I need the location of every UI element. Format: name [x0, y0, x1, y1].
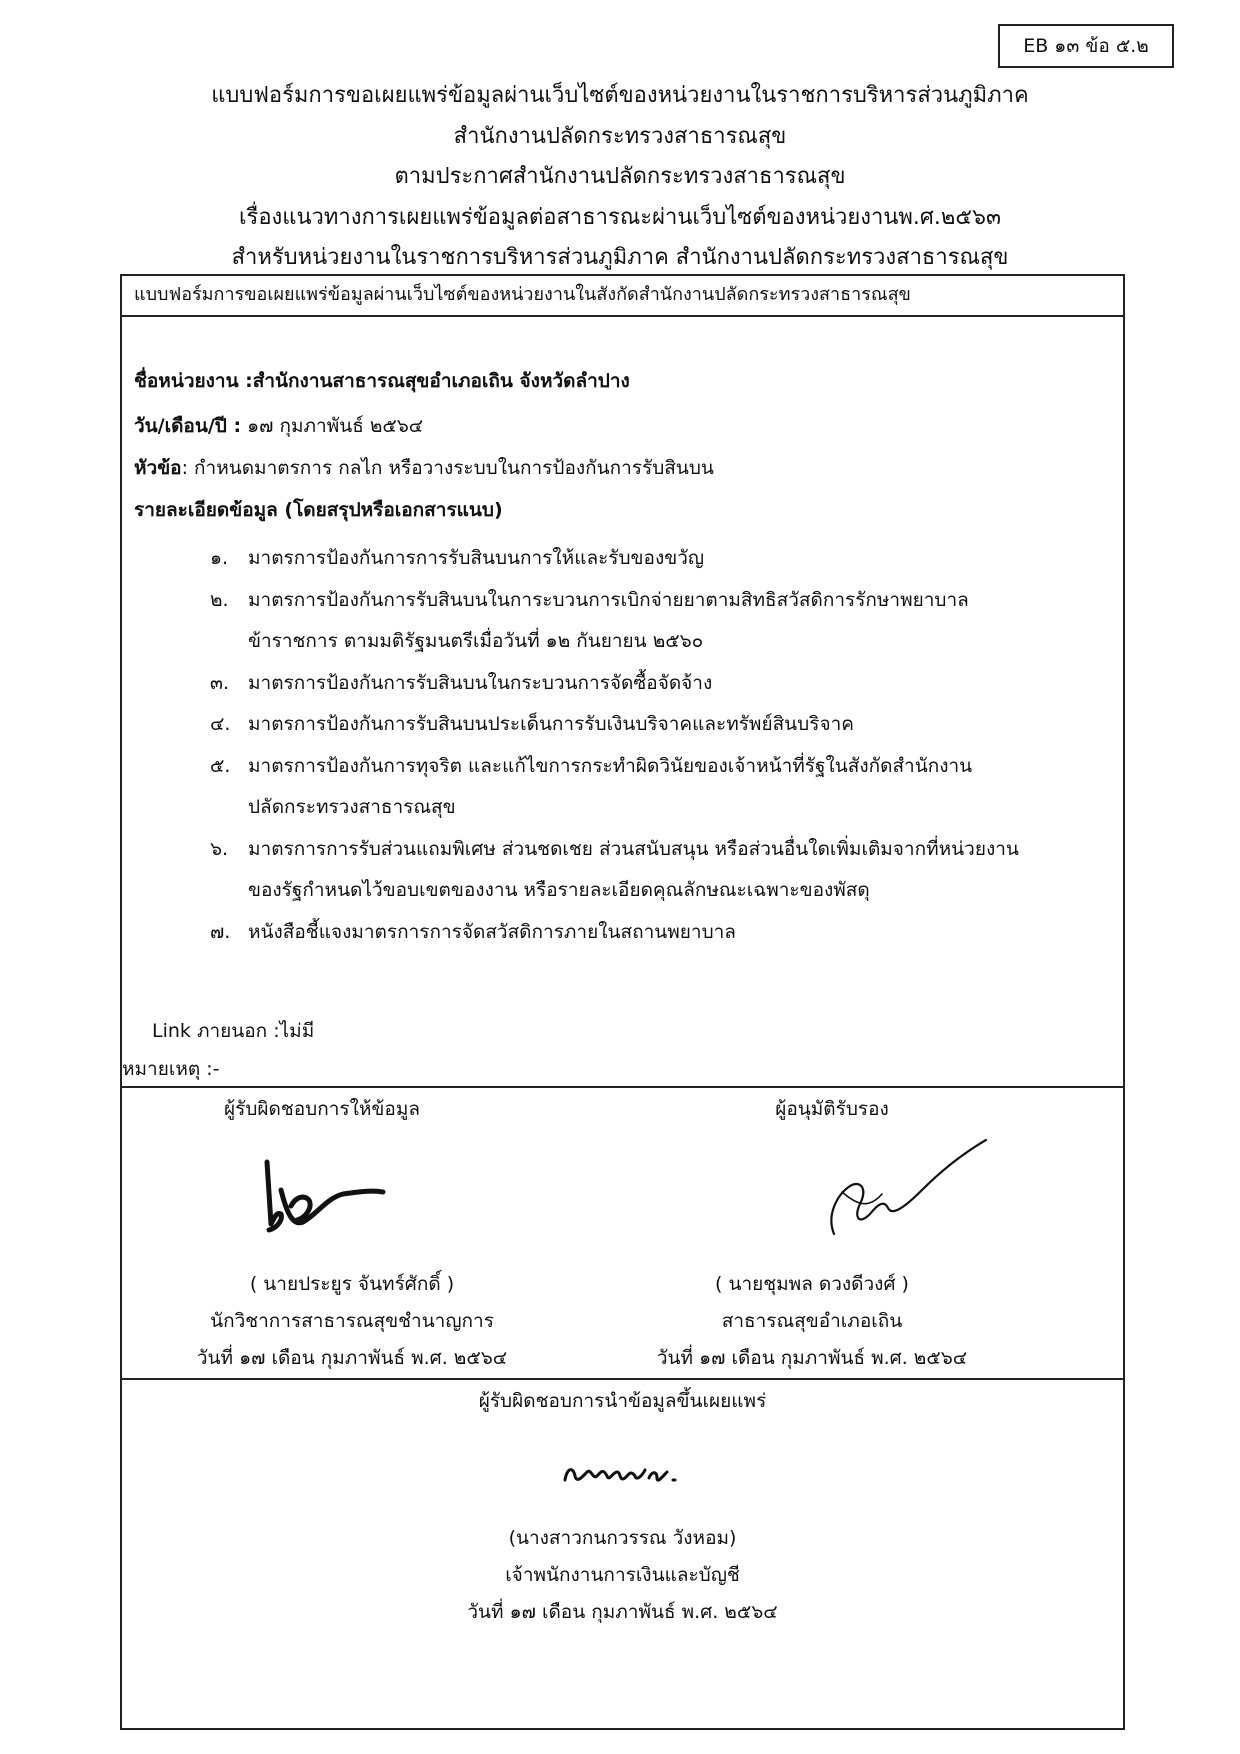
publisher-signature-block — [122, 1386, 1123, 1416]
remark-label: หมายเหตุ — [122, 1058, 201, 1080]
item-text: มาตรการป้องกันการรับสินบนในกระบวนการจัดซื้อจัดจ้าง — [248, 671, 713, 694]
link-field — [152, 1016, 314, 1046]
item-number: ๓. — [210, 671, 230, 694]
agency-value: สำนักงานสาธารณสุขอำเภอเถิน จังหวัดลำปาง — [252, 370, 630, 392]
approver-signature-block — [642, 1094, 1022, 1124]
publisher-role: ผู้รับผิดชอบการนำข้อมูลขึ้นเผยแพร่ — [478, 1390, 767, 1412]
provider-position: นักวิชาการสาธารณสุขชำนาญการ — [210, 1310, 494, 1332]
provider-name: ( นายประยูร จันทร์ศักดิ์ ) — [249, 1273, 455, 1295]
agency-field — [134, 366, 630, 396]
approver-date: วันที่ ๑๗ เดือน กุมภาพันธ์ พ.ศ. ๒๕๖๔ — [656, 1347, 968, 1369]
reference-code-box — [998, 24, 1174, 68]
reference-code: EB ๑๓ ข้อ ๕.๒ — [1023, 35, 1149, 57]
link-label: Link ภายนอก — [152, 1020, 268, 1042]
header-line-1: แบบฟอร์มการขอเผยแพร่ข้อมูลผ่านเว็บไซต์ของหน่วยงานในราชการบริหารส่วนภูมิภาค — [211, 83, 1029, 108]
link-value: :ไม่มี — [267, 1020, 315, 1042]
approver-name: ( นายชุมพล ดวงดีวงศ์ ) — [715, 1273, 909, 1295]
divider-signatures — [122, 1378, 1123, 1380]
date-value: ๑๗ กุมภาพันธ์ ๒๕๖๔ — [241, 415, 424, 437]
header-line-2: สำนักงานปลัดกระทรวงสาธารณสุข — [453, 123, 787, 149]
item-number: ๖. — [210, 837, 229, 860]
subject-value: : กำหนดมาตรการ กลไก หรือวางระบบในการป้องกันการรับสินบน — [181, 457, 714, 479]
item-text: ของรัฐกำหนดไว้ขอบเขตของงาน หรือรายละเอียดคุณลักษณะเฉพาะของพัสดุ — [248, 879, 870, 901]
list-item — [210, 746, 1110, 829]
header-line-4: เรื่องแนวทางการเผยแพร่ข้อมูลต่อสาธารณะผ่านเว็บไซต์ของหน่วยงานพ.ศ.๒๕๖๓ — [238, 204, 1002, 230]
item-text: หนังสือชี้แจงมาตรการการจัดสวัสดิการภายในสถานพยาบาล — [248, 920, 736, 943]
item-text: มาตรการการรับส่วนแถมพิเศษ ส่วนชดเชย ส่วนสนับสนุน หรือส่วนอื่นใดเพิ่มเติมจากที่หน่วยงาน — [248, 837, 1019, 860]
subject-field — [134, 453, 714, 483]
date-label: วัน/เดือน/ปี : — [134, 415, 242, 437]
approver-role: ผู้อนุมัติรับรอง — [775, 1098, 889, 1120]
item-text: มาตรการป้องกันการทุจริต และแก้ไขการกระทำผิดวินัยของเจ้าหน้าที่รัฐในสังกัดสำนักงาน — [248, 754, 973, 777]
header-line-3: ตามประกาศสำนักงานปลัดกระทรวงสาธารณสุข — [394, 164, 846, 189]
subject-label: หัวข้อ — [134, 457, 182, 479]
form-title: แบบฟอร์มการขอเผยแพร่ข้อมูลผ่านเว็บไซต์ของหน่วยงานในสังกัดสำนักงานปลัดกระทรวงสาธารณสุข — [134, 284, 911, 305]
provider-role: ผู้รับผิดชอบการให้ข้อมูล — [224, 1098, 420, 1120]
list-item — [210, 829, 1110, 912]
provider-date: วันที่ ๑๗ เดือน กุมภาพันธ์ พ.ศ. ๒๕๖๔ — [196, 1347, 508, 1369]
provider-details — [162, 1266, 542, 1377]
document-header — [0, 76, 1240, 279]
item-number: ๑. — [210, 547, 229, 569]
list-item — [210, 538, 1110, 580]
list-item — [210, 580, 1110, 663]
approver-signature — [812, 1134, 992, 1244]
provider-signature-block — [122, 1094, 522, 1124]
item-text: มาตรการป้องกันการการรับสินบนการให้และรับของขวัญ — [248, 547, 705, 569]
remark-field — [122, 1054, 220, 1084]
divider-title — [122, 315, 1123, 317]
publisher-position: เจ้าพนักงานการเงินและบัญชี — [505, 1564, 740, 1586]
agency-label: ชื่อหน่วยงาน : — [134, 370, 253, 392]
list-item — [210, 663, 1110, 705]
item-text: มาตรการป้องกันการรับสินบนในการะบวนการเบิกจ่ายยาตามสิทธิสวัสดิการรักษาพยาบาล — [248, 588, 969, 611]
form-frame — [120, 274, 1125, 1730]
item-text: ข้าราชการ ตามมติรัฐมนตรีเมื่อวันที่ ๑๒ กันยายน ๒๕๖๐ — [248, 630, 704, 652]
approver-details — [602, 1266, 1022, 1377]
details-list — [210, 538, 1110, 953]
item-number: ๔. — [210, 713, 231, 735]
item-text: ปลัดกระทรวงสาธารณสุข — [248, 796, 456, 818]
item-number: ๒. — [210, 588, 229, 611]
remark-value: :- — [200, 1058, 220, 1080]
publisher-details — [122, 1520, 1123, 1631]
header-line-5: สำหรับหน่วยงานในราชการบริหารส่วนภูมิภาค สำนักงานปลัดกระทรวงสาธารณสุข — [231, 245, 1009, 270]
details-label: รายละเอียดข้อมูล (โดยสรุปหรือเอกสารแนบ) — [134, 499, 503, 521]
date-field — [134, 411, 423, 441]
item-number: ๕. — [210, 754, 231, 777]
publisher-date: วันที่ ๑๗ เดือน กุมภาพันธ์ พ.ศ. ๒๕๖๔ — [467, 1601, 778, 1623]
list-item — [210, 704, 1110, 746]
item-text: มาตรการป้องกันการรับสินบนประเด็นการรับเงินบริจาคและทรัพย์สินบริจาค — [248, 713, 854, 735]
publisher-signature — [557, 1446, 697, 1496]
approver-position: สาธารณสุขอำเภอเถิน — [721, 1310, 903, 1332]
item-number: ๗. — [210, 920, 231, 943]
publisher-name: (นางสาวกนกวรรณ วังหอม) — [508, 1527, 737, 1549]
provider-signature — [247, 1154, 387, 1244]
divider-remark — [122, 1086, 1123, 1088]
details-field — [134, 495, 503, 525]
list-item — [210, 912, 1110, 954]
